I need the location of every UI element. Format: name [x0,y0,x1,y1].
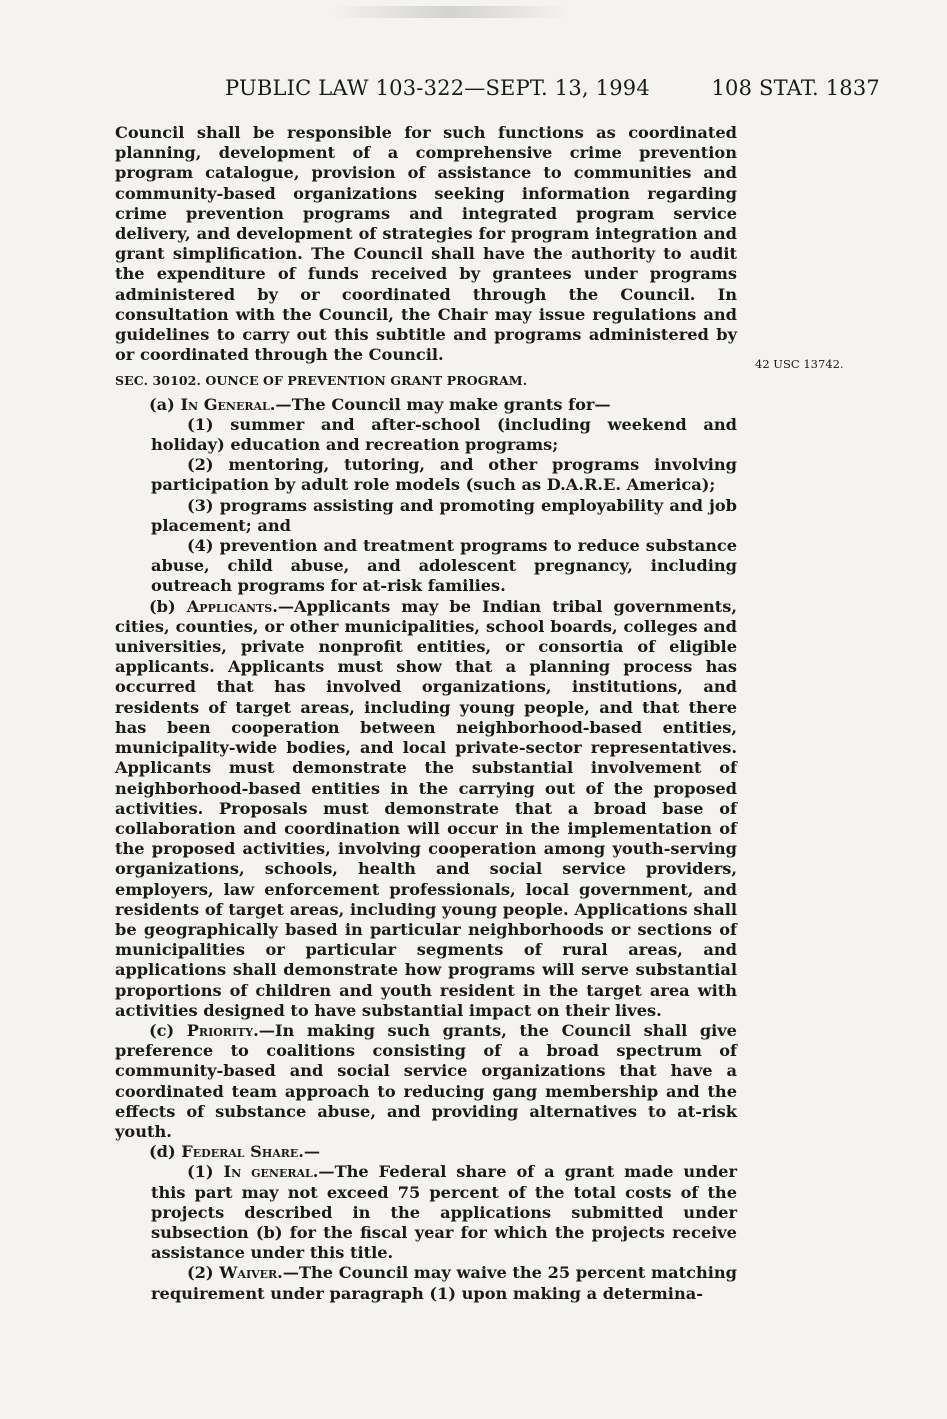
paragraph-2-title: Waiver [219,1263,278,1283]
paragraph-1-text: .—The Federal share of a grant made under this part may not exceed 75 percent of the total costs of the projects described in the applications submitted under subsection (b) for the fiscal year for which the projects receive assistance under this title. [151,1162,738,1263]
subsection-a-text: .—The Council may make grants for— [269,394,611,414]
paragraph-2-text: .—The Council may waive the 25 percent matching requirement under paragraph (1) upon making a determina- [151,1263,737,1303]
subsection-b [115,597,737,1021]
subsection-c-text: .—In making such grants, the Council shall give preference to coalitions consisting of a broad spectrum of community-based and social service organizations that have a coordinated team approach to reducing gang membership and the effects of substance abuse, and providing alternatives to at-risk youth. [115,1020,737,1141]
subsection-a-label: (a) [149,394,181,414]
section-heading: SEC. 30102. OUNCE OF PREVENTION GRANT PROGRAM. [115,373,528,389]
subsection-b-label: (b) [149,596,187,616]
subsection-d-text: .— [298,1142,321,1162]
subsection-a-item-4: (4) prevention and treatment programs to reduce substance abuse, child abuse, and adolescent pregnancy, including outreach programs for at-risk families. [151,536,737,596]
stat-page-number: 108 STAT. 1837 [711,76,880,100]
paragraph-1-title: In general [223,1162,313,1182]
subsection-a-item-3: (3) programs assisting and promoting employability and job placement; and [151,495,737,535]
subsection-b-text: .—Applicants may be Indian tribal governments, cities, counties, or other municipalities, school boards, colleges and universities, private nonprofit entities, or consortia of eligible applicants. Applicants must show that a planning process has occurred that has involved organizations, institutions, and residents of target areas, including young people, and that there has been cooperation between neighborhood-based entities, municipality-wide bodies, and local private-sector representatives. Applicants must demonstrate the substantial involvement of neighborhood-based entities in the carrying out of the proposed activities. Proposals must demonstrate that a broad base of collaboration and coordination will occur in the implementation of the proposed activities, involving cooperation among youth-serving organizations, schools, health and social service providers, employers, law enforcement professionals, local government, and residents of target areas, including young people. Applications shall be geographically based in particular neighborhoods or sections of municipalities or particular segments of rural areas, and applications shall demonstrate how programs will serve substantial proportions of children and youth resident in the target area with activities designed to have substantial impact on their lives. [115,596,738,1020]
subsection-d [115,1142,737,1162]
subsection-d-title: Federal Share [181,1142,299,1162]
subsection-d-paragraph-1 [115,1162,737,1263]
subsection-c-label: (c) [149,1020,187,1040]
paragraph-1-label: (1) [187,1162,224,1182]
subsection-b-title: Applicants [186,596,273,616]
scan-smudge [330,6,570,18]
subsection-d-label: (d) [149,1142,182,1162]
subsection-a [115,395,737,415]
subsection-a-title: In General [180,394,270,414]
subsection-c [115,1021,737,1142]
subsection-a-item-1: (1) summer and after-school (including weekend and holiday) education and recreation programs; [151,414,737,455]
subsection-a-item-2: (2) mentoring, tutoring, and other programs involving participation by adult role models (such as D.A.R.E. America); [151,455,737,495]
document-body [115,123,737,1304]
subsection-d-paragraph-2 [115,1263,737,1303]
public-law-title: PUBLIC LAW 103-322—SEPT. 13, 1994 [225,76,650,100]
paragraph-2-label: (2) [187,1263,220,1283]
intro-paragraph: Council shall be responsible for such functions as coordinated planning, development of a comprehensive crime prevention program catalogue, provision of assistance to communities and community-based organizations seeking information regarding crime prevention programs and integrated program service delivery, and development of strategies for program integration and grant simplification. The Council shall have the authority to audit the expenditure of funds received by grantees under programs administered by or coordinated through the Council. In consultation with the Council, the Chair may issue regulations and guidelines to carry out this subtitle and programs administered by or coordinated through the Council. [115,123,737,365]
usc-margin-citation: 42 USC 13742. [755,357,844,371]
subsection-c-title: Priority [186,1020,254,1040]
